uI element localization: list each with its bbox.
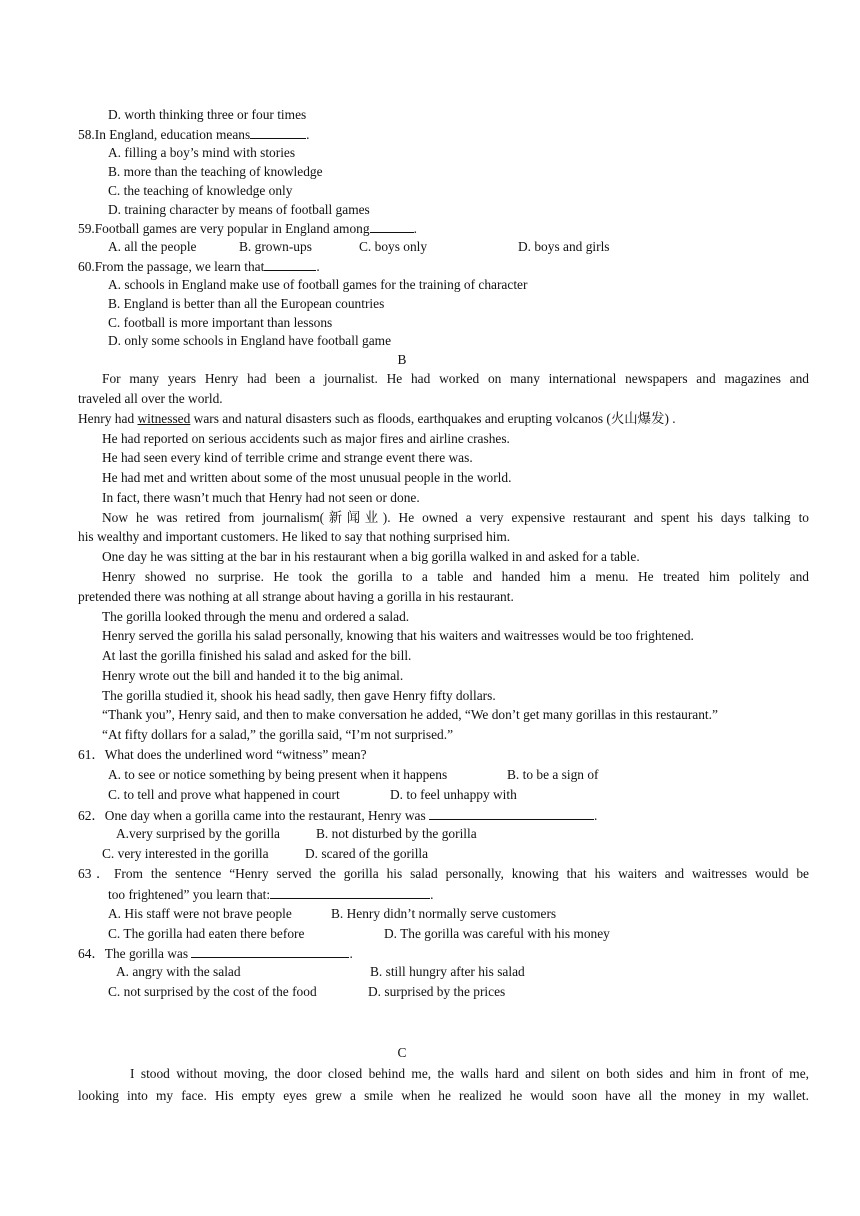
passage-b-line: Now he was retired from journalism(新闻业). He owned a very expensive restaurant and spent his days talking to <box>102 510 809 525</box>
q64-options-cd <box>108 982 809 1001</box>
q62-option-d: D. scared of the gorilla <box>305 846 429 861</box>
section-heading-c: C <box>397 1045 407 1060</box>
q64-option-d: D. surprised by the prices <box>368 984 506 999</box>
q61-stem: 61．What does the underlined word “witness” mean? <box>78 747 367 762</box>
passage-b-line: At last the gorilla finished his salad and asked for the bill. <box>102 648 412 663</box>
q60-stem: 60.From the passage, we learn that . <box>78 256 809 276</box>
passage-b-line: his wealthy and important customers. He liked to say that nothing surprised him. <box>78 529 511 544</box>
q58-option-c: C. the teaching of knowledge only <box>108 183 293 198</box>
q64-options-ab <box>116 962 809 981</box>
answer-blank <box>429 805 594 820</box>
q60-option-a: A. schools in England make use of football games for the training of character <box>108 277 528 292</box>
q59-option-a: A. all the people <box>108 239 197 254</box>
q57-option-d: D. worth thinking three or four times <box>108 107 307 122</box>
q59-option-c: C. boys only <box>359 239 428 254</box>
answer-blank <box>191 943 349 958</box>
passage-b-line: “Thank you”, Henry said, and then to make conversation he added, “We don’t get many gorillas in this restaurant.” <box>102 707 718 722</box>
q63-option-a: A. His staff were not brave people <box>108 906 292 921</box>
q62-options-ab <box>116 824 809 843</box>
q63-stem: 63．From the sentence “Henry served the gorilla his salad personally, knowing that his waiters and waitresses would be <box>78 866 809 881</box>
passage-b-line: For many years Henry had been a journalist. He had worked on many international newspapers and magazines and <box>102 371 809 386</box>
answer-blank <box>264 256 316 271</box>
q63-options-ab <box>108 904 809 923</box>
passage-b-line: pretended there was nothing at all strange about having a gorilla in his restaurant. <box>78 589 514 604</box>
q61-option-b: B. to be a sign of <box>507 767 599 782</box>
q64-stem: 64．The gorilla was . <box>78 943 809 963</box>
passage-b-line: He had reported on serious accidents such as major fires and airline crashes. <box>102 431 510 446</box>
q62-option-c: C. very interested in the gorilla <box>102 846 269 861</box>
passage-b-line: Henry served the gorilla his salad personally, knowing that his waiters and waitresses would be too frightened. <box>102 628 694 643</box>
q59-option-b: B. grown-ups <box>239 239 312 254</box>
answer-blank <box>270 884 430 899</box>
q63-option-d: D. The gorilla was careful with his money <box>384 926 610 941</box>
q64-option-b: B. still hungry after his salad <box>370 964 525 979</box>
q61-options-cd <box>108 785 809 804</box>
q62-options-cd <box>102 844 809 863</box>
passage-b-line: Henry showed no surprise. He took the gorilla to a table and handed him a menu. He treated him politely and <box>102 569 809 584</box>
q61-option-a: A. to see or notice something by being present when it happens <box>108 767 448 782</box>
q58-option-d: D. training character by means of football games <box>108 202 370 217</box>
q61-option-c: C. to tell and prove what happened in court <box>108 787 340 802</box>
q59-stem: 59.Football games are very popular in England among . <box>78 218 809 238</box>
q63-option-b: B. Henry didn’t normally serve customers <box>331 906 557 921</box>
passage-b-line: The gorilla looked through the menu and ordered a salad. <box>102 609 410 624</box>
q58-option-b: B. more than the teaching of knowledge <box>108 164 323 179</box>
q62-option-a: A.very surprised by the gorilla <box>116 826 280 841</box>
passage-b-line: traveled all over the world. <box>78 391 223 406</box>
passage-b-line: In fact, there wasn’t much that Henry had not seen or done. <box>102 490 420 505</box>
passage-b-line: Henry had witnessed wars and natural disasters such as floods, earthquakes and erupting volcanos (火山爆发) . <box>78 411 676 426</box>
section-heading-b: B <box>397 352 407 367</box>
q60-option-d: D. only some schools in England have football game <box>108 333 392 348</box>
passage-b-line: The gorilla studied it, shook his head sadly, then gave Henry fifty dollars. <box>102 688 496 703</box>
q60-option-b: B. England is better than all the European countries <box>108 296 385 311</box>
answer-blank <box>370 218 414 233</box>
q61-option-d: D. to feel unhappy with <box>390 787 517 802</box>
passage-b-line: Henry wrote out the bill and handed it to the big animal. <box>102 668 404 683</box>
q64-option-a: A. angry with the salad <box>116 964 241 979</box>
underlined-word: witnessed <box>137 411 191 426</box>
q64-option-c: C. not surprised by the cost of the food <box>108 984 317 999</box>
passage-c-line: I stood without moving, the door closed behind me, the walls hard and silent on both sides and him in front of me, <box>130 1066 809 1081</box>
q61-options-ab <box>108 765 809 784</box>
passage-b-line: “At fifty dollars for a salad,” the gorilla said, “I’m not surprised.” <box>102 727 454 742</box>
q63-stem-cont: too frightened” you learn that: . <box>108 884 809 904</box>
q62-option-b: B. not disturbed by the gorilla <box>316 826 477 841</box>
answer-blank <box>250 124 306 139</box>
passage-c-line: looking into my face. His empty eyes grew a smile when he realized he would soon have all the money in my wallet. <box>78 1088 809 1103</box>
q63-option-c: C. The gorilla had eaten there before <box>108 926 305 941</box>
passage-b-line: He had met and written about some of the most unusual people in the world. <box>102 470 512 485</box>
q60-option-c: C. football is more important than lessons <box>108 315 333 330</box>
q62-stem: 62．One day when a gorilla came into the restaurant, Henry was . <box>78 805 809 825</box>
q58-option-a: A. filling a boy’s mind with stories <box>108 145 296 160</box>
q59-option-d: D. boys and girls <box>518 239 610 254</box>
q58-stem: 58.In England, education means . <box>78 124 809 144</box>
q63-options-cd <box>108 924 809 943</box>
passage-b-line: One day he was sitting at the bar in his restaurant when a big gorilla walked in and asked for a table. <box>102 549 640 564</box>
passage-b-line: He had seen every kind of terrible crime and strange event there was. <box>102 450 473 465</box>
